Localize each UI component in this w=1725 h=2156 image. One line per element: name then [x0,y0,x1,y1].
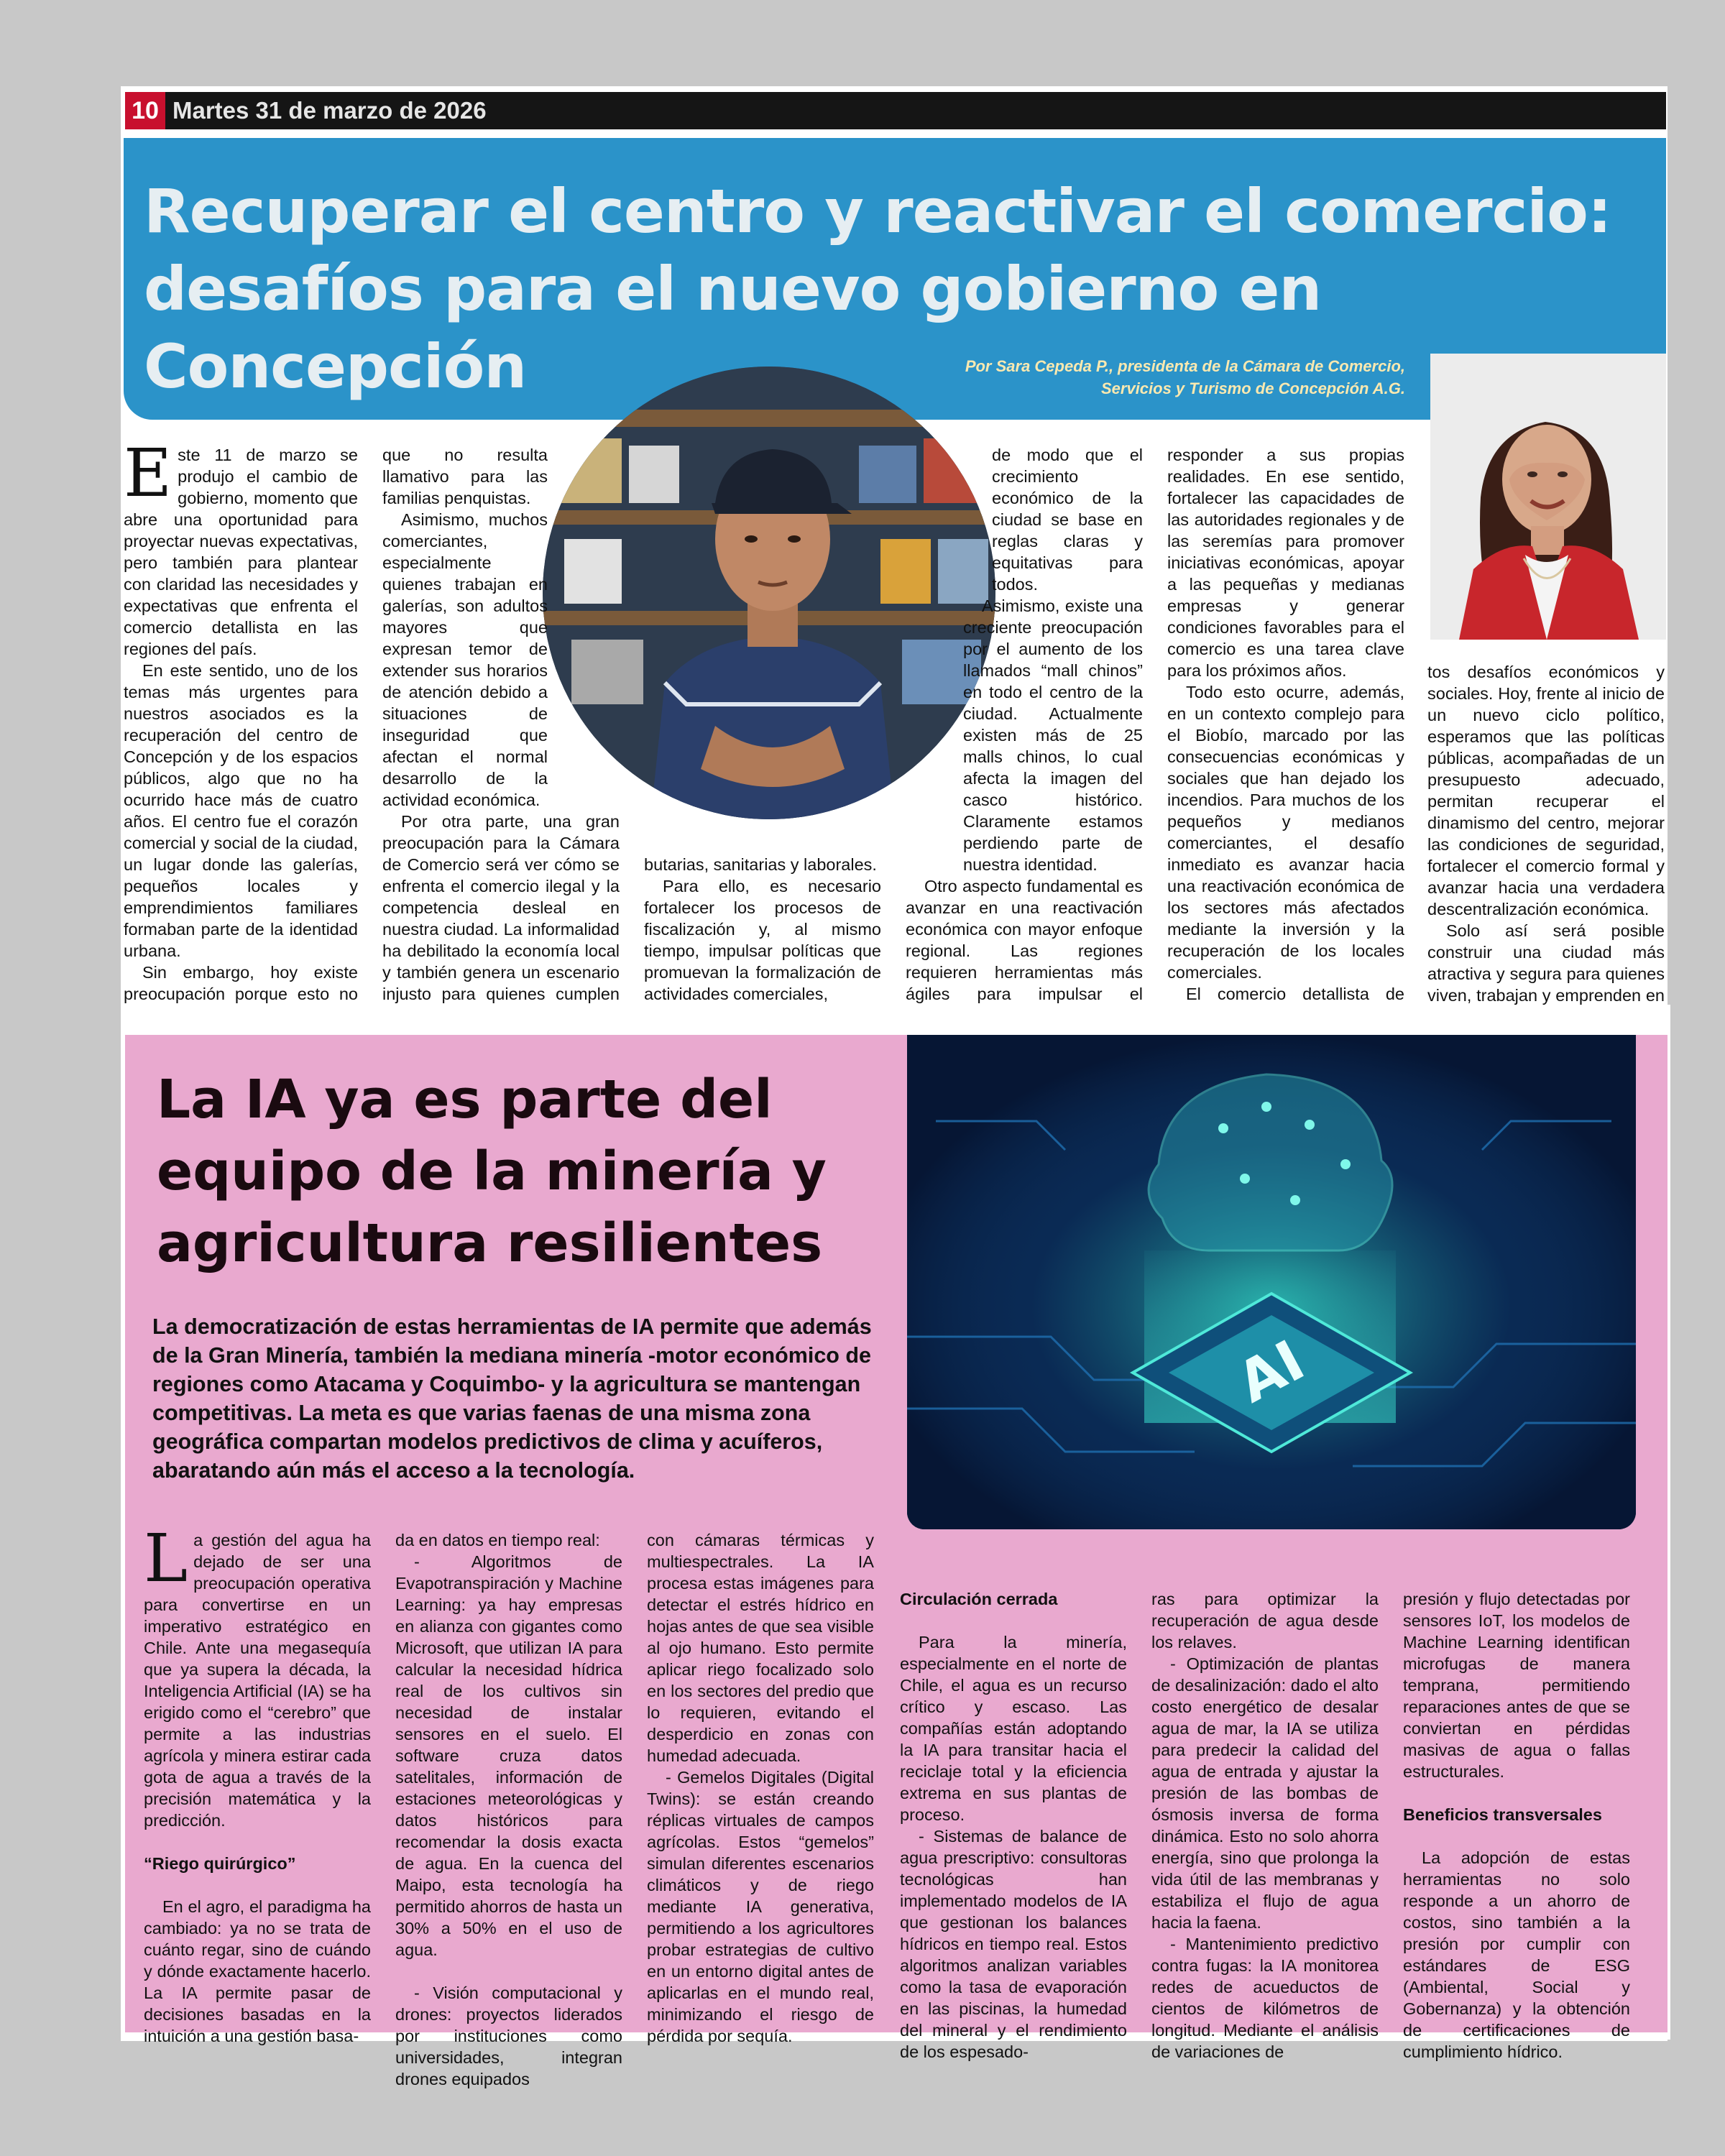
article2-title-line3: agricultura resilientes [157,1212,823,1274]
paragraph: a gestión del agua ha dejado de ser una preocupación operativa para convertirse en un imperativo estratégico en Chile. Ante una megasequía que ya supera la década, la Inteligencia Artificial (IA) se ha erigido como el “cerebro” que permite a las industrias agrícola y minera estirar cada gota de agua a través de la precisión matemática y la predicción. [144,1531,371,1830]
ai-chip-illustration [907,1035,1636,1529]
paragraph: - Visión computacional y drones: proyectos liderados por instituciones como universidades, integran drones equipados [395,1984,622,2088]
subheading-circulacion: Circulación cerrada [900,1590,1058,1608]
chip-label: AI [1227,1328,1315,1416]
paragraph: Asimismo, existe una creciente preocupación por el aumento de los llamados “mall chinos” en todo el centro de la ciudad. Actualmente existen más de 25 malls chinos, lo cual afecta la imagen del casco histórico. Claramente estamos perdiendo parte de nuestra identidad. [963,596,1143,874]
paragraph: de modo que el crecimiento económico de la ciudad se base en reglas claras y equitativas para todos. [992,446,1143,594]
paragraph: butarias, sanitarias y laborales. [644,855,877,874]
byline-line1: Por Sara Cepeda P., presidenta de la Cámara de Comercio, [965,357,1405,375]
paragraph: responder a sus propias realidades. En ese sentido, fortalecer las capacidades de las autoridades regionales y de las seremías para promover iniciativas económicas, apoyar a las pequeñas y medianas empresas y generar condiciones favorables para el comercio es una tarea clave para los próximos años. [1167,446,1404,680]
article2-deck: La democratización de estas herramientas de IA permite que además de la Gran Minería, también la mediana minería -motor económico de regiones como Atacama y Coquimbo- y la agricultura se mantengan competitivas. La meta es que varias faenas de una misma zona geográfica compartan modelos predictivos de clima y acuíferos, abaratando aún más el acceso a la tecnología. [152,1314,872,1483]
paragraph: - Gemelos Digitales (Digital Twins): se están creando réplicas virtuales de campos agrícolas. Estos “gemelos” simulan diferentes escenarios climáticos y de riego mediante IA generativa, permitiendo a los agricultores probar estrategias de cultivo en un entorno digital antes de aplicarlas en el mundo real, minimizando el riesgo de pérdida por sequía. [647,1768,874,2045]
paragraph: Para ello, es necesario fortalecer los procesos de fiscalización y, al mismo tiempo, impulsar políticas que promuevan la formalización de actividades comerciales, [644,877,881,1003]
author-photo [1430,354,1666,640]
subheading-riego: “Riego quirúrgico” [144,1854,296,1873]
article2-title [157,1064,875,1279]
article2-column-5 [1151,1588,1379,2063]
article1-column-3 [644,854,881,1005]
paragraph: La adopción de estas herramientas no solo responde a un ahorro de costos, sino también a la presión por cumplir con estándares de ESG (Ambiental, Social y Gobernanza) y la obtención de certificaciones de cumplimiento hídrico. [1403,1848,1630,2061]
paragraph: Todo esto ocurre, además, en un contexto complejo para el Biobío, marcado por las consecuencias económicas y sociales que han dejado los incendios. Para muchos de los pequeños y medianos comerciantes, el desafío inmediato es avanzar hacia una reactivación económica de los sectores más afectados mediante la inversión y la recuperación de los locales comerciales. [1167,683,1404,982]
paragraph: - Mantenimiento predictivo contra fugas: la IA monitorea redes de acueductos de cientos de kilómetros de longitud. Mediante el análisis de variaciones de [1151,1935,1379,2061]
paragraph: En el agro, el paradigma ha cambiado: ya no se trata de cuánto regar, sino de cuándo y dónde exactamente hacerlo. La IA permite pasar de decisiones basadas en la intuición a una gestión basa- [144,1897,371,2045]
paragraph: Solo así será posible construir una ciudad más atractiva y segura para quienes viven, trabajan y emprenden en [1427,921,1665,1005]
article2-column-6 [1403,1588,1630,2063]
byline-line2: Servicios y Turismo de Concepción A.G. [1100,379,1405,397]
page-number: 10 [125,92,165,129]
subheading-beneficios: Beneficios transversales [1403,1805,1602,1824]
article2-column-3 [647,1529,874,2047]
paragraph: tos desafíos económicos y sociales. Hoy, frente al inicio de un nuevo ciclo político, esperamos que las políticas públicas, acompañadas de un presupuesto adecuado, permitan recuperar el dinamismo del centro, mejorar las condiciones de seguridad, fortalecer el comercio formal y avanzar hacia una verdadera descentralización económica. [1427,663,1665,918]
paragraph: Otro aspecto fundamental es avanzar en una reactivación económica con mayor enfoque regional. Las regiones requieren herramientas más ágiles para impulsar el [906,877,1143,1003]
ai-chip-image [907,1035,1636,1529]
article1-column-1 [124,435,358,1069]
paragraph: El comercio detallista de [1186,985,1404,1003]
paragraph: que no resulta llamativo para las familias penquistas. [382,446,548,507]
page-date: Martes 31 de marzo de 2026 [172,97,487,124]
article1-byline [791,355,1405,400]
paragraph: Asimismo, muchos comerciantes, especialmente quienes trabajan en galerías, son adultos mayores que expresan temor de extender sus horarios de atención debido a situaciones de inseguridad que afectan el normal desarrollo de la actividad económica. [382,510,548,809]
paragraph: Para la minería, especialmente en el norte de Chile, el agua es un recurso crítico y escaso. Las compañías están adoptando la IA para transitar hacia el reciclaje total y la eficiencia extrema en sus plantas de proceso. [900,1633,1127,1824]
paragraph: ste 11 de marzo se produjo el cambio de gobierno, momento que abre una oportunidad para proyectar nuevas expectativas, pero también para plantear con claridad las necesidades y expectativas que enfrenta el comercio detallista en las regiones del país. [124,446,358,658]
article1-column-6 [1427,661,1665,1028]
paragraph: ras para optimizar la recuperación de agua desde los relaves. [1151,1590,1379,1651]
article2-column-4 [900,1588,1127,2063]
paragraph: En este sentido, uno de los temas más urgentes para nuestros asociados es la recuperación del centro de Concepción y de los espacios públicos, algo que no ha ocurrido hace más de cuatro años. El centro fue el corazón comercial y social de la ciudad, un lugar donde las galerías, pequeños locales y emprendimientos familiares formaban parte de la identidad urbana. [124,661,358,960]
article2-column-1 [144,1520,371,2047]
article1-column-4 [906,444,1143,1026]
paragraph: da en datos en tiempo real: [395,1531,600,1549]
article1-title-line1: Recuperar el centro y reactivar el comercio: [144,176,1611,247]
paragraph: Por otra parte, una gran preocupación para la Cámara de Comercio será ver cómo se enfrenta el comercio ilegal y la competencia desleal en nuestra ciudad. La informalidad ha debilitado la economía local y también genera un escenario injusto para quienes cumplen [382,812,620,1003]
article2-title-line1: La IA ya es parte del [157,1069,773,1130]
article1-column-2 [382,444,620,1026]
paragraph: - Optimización de plantas de desalinización: dado el alto costo energético de desalar agua de mar, la IA se utiliza para predecir la calidad del agua de entrada y ajustar la presión de las bombas de ósmosis inversa de forma dinámica. Esto no solo ahorra energía, sino que prolonga la vida útil de las membranas y estabiliza el flujo de agua hacia la faena. [1151,1654,1379,1932]
paragraph: Sin embargo, hoy existe preocupación porque esto no [124,963,358,1003]
paragraph: - Algoritmos de Evapotranspiración y Machine Learning: ya hay empresas en alianza con gigantes como Microsoft, que utilizan IA para calcular la necesidad hídrica real de los cultivos sin necesidad de instalar sensores en el suelo. El software cruza datos satelitales, información de estaciones meteorológicas y datos históricos para recomendar la dosis exacta de agua. En la cuenca del Maipo, esta tecnología ha permitido ahorros de hasta un 30% a 50% en el uso de agua. [395,1552,622,1959]
article2-title-line2: equipo de la minería y [157,1141,827,1202]
paragraph: presión y flujo detectadas por sensores IoT, los modelos de Machine Learning identifican microfugas de manera temprana, permitiendo reparaciones antes de que se conviertan en pérdidas masivas de agua o fallas estructurales. [1403,1590,1630,1781]
author-portrait-illustration [1430,354,1666,640]
paragraph: con cámaras térmicas y multiespectrales. La IA procesa estas imágenes para detectar el estrés hídrico en hojas antes de que sea visible al ojo humano. Esto permite aplicar riego focalizado solo en los sectores del predio que lo requieren, evitando el desperdicio en zonas con humedad adecuada. [647,1531,874,1765]
article1-title-line2: desafíos para el nuevo gobierno en Concepción [144,254,1322,402]
paragraph: - Sistemas de balance de agua prescriptivo: consultoras tecnológicas han implementado modelos de IA que gestionan los balances hídricos en tiempo real. Estos algoritmos analizan variables como la tasa de evaporación en las piscinas, la humedad del mineral y el rendimiento de los espesado- [900,1827,1127,2061]
article2-dropcap: L [144,1520,188,1597]
article2-column-2 [395,1529,622,2090]
article1-dropcap: E [124,435,172,512]
article1-column-5 [1167,444,1404,1069]
